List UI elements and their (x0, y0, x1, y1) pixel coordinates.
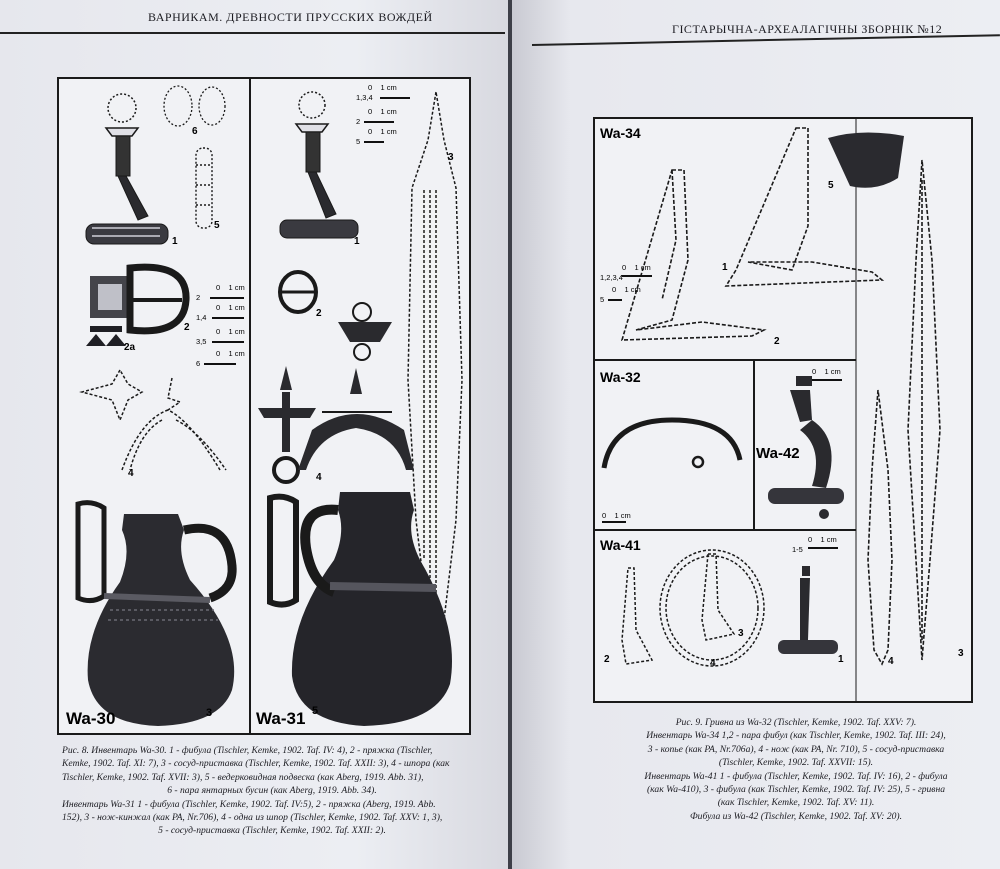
item-number: 2 (774, 336, 780, 347)
item-number: 1 (838, 654, 844, 665)
svg-text:5: 5 (600, 295, 605, 304)
svg-text:0 1 cm: 0 1 cm (368, 107, 397, 116)
caption-line: Tischler, Kemke, 1902. Taf. XVII: 3), 5 - ведерковидная подвеска (как Aberg, 1919. Abb. 31), (62, 771, 424, 783)
caption-line: Инвентарь Wa-34 1,2 - пара фибул (как Tischler, Kemke, 1902. Taf. III: 24), (646, 730, 946, 742)
svg-text:2: 2 (356, 117, 361, 126)
caption-line: Фибула из Wa-42 (Tischler, Kemke, 1902. Taf. XV: 20). (689, 810, 903, 822)
caption-line: (Tischler, Kemke, 1902. Taf. XXVII: 15). (718, 757, 874, 769)
panel-label-wa30: Wa-30 (66, 709, 116, 728)
caption-line: 5 - сосуд-приставка (Tischler, Kemke, 1902. Taf. XXII: 2). (158, 825, 386, 837)
svg-text:0 1 cm: 0 1 cm (602, 511, 631, 520)
caption-line: (как Tischler, Kemke, 1902. Taf. XV: 11). (717, 797, 875, 809)
caption-line: Рис. 8. Инвентарь Wa-30. 1 - фибула (Tischler, Kemke, 1902. Taf. IV: 4), 2 - пряжка (Tischler, (62, 745, 433, 756)
svg-text:0 1 cm: 0 1 cm (812, 367, 841, 376)
caption-line: Инвентарь Wa-31 1 - фибула (Tischler, Kemke, 1902. Taf. IV:5), 2 - пряжка (Aberg, 1919. Abb. (62, 798, 436, 810)
svg-text:0 1 cm: 0 1 cm (216, 283, 245, 292)
item-number: 4 (710, 658, 716, 669)
figure-8-caption (62, 744, 482, 838)
item-number: 2 (604, 654, 610, 665)
item-number: 3 (958, 648, 964, 659)
item-number: 4 (888, 656, 894, 667)
right-page (512, 0, 1000, 869)
svg-text:1,2,3,4: 1,2,3,4 (600, 273, 623, 282)
svg-text:2: 2 (196, 293, 201, 302)
svg-text:1,4: 1,4 (196, 313, 207, 322)
panel-label-wa31: Wa-31 (256, 709, 306, 728)
item-number: 4 (128, 468, 134, 479)
svg-text:5: 5 (356, 137, 361, 146)
item-number: 3 (738, 628, 744, 639)
item-number: 3 (206, 707, 213, 719)
caption-line: 152), 3 - нож-кинжал (как PA, Nr.706), 4 - одна из шпор (Tischler, Kemke, 1902. Taf. XXV: 1, 3), (62, 812, 443, 824)
panel-label-wa42: Wa-42 (756, 445, 800, 462)
panel-label-wa41: Wa-41 (600, 537, 641, 553)
panel-label-wa34: Wa-34 (600, 125, 641, 141)
item-number: 5 (828, 180, 834, 191)
svg-text:0 1 cm: 0 1 cm (612, 285, 641, 294)
figure-8-plate (0, 0, 508, 740)
item-number: 1 (722, 262, 728, 273)
item-number: 5 (312, 705, 319, 717)
svg-text:1,3,4: 1,3,4 (356, 93, 373, 102)
item-number: 5 (214, 220, 220, 231)
caption-line: 6 - пара янтарных бусин (как Aberg, 1919. Abb. 34). (167, 785, 377, 797)
item-number: 1 (172, 236, 178, 247)
right-running-header: ГІСТАРЫЧНА-АРХЕАЛАГІЧНЫ ЗБОРНІК №12 (672, 22, 943, 36)
figure-9-caption (616, 716, 976, 823)
left-running-header: ВАРНИКАМ. ДРЕВНОСТИ ПРУССКИХ ВОЖДЕЙ (148, 10, 433, 24)
item-number: 2a (124, 342, 136, 353)
item-number: 4 (316, 472, 322, 483)
caption-line: 3 - копье (как PA, Nr.706a), 4 - нож (как PA, Nr. 710), 5 - сосуд-приставка (647, 743, 945, 755)
item-number: 2 (316, 308, 322, 319)
item-number: 3 (448, 152, 454, 163)
svg-text:1-5: 1-5 (792, 545, 803, 554)
svg-text:6: 6 (196, 359, 201, 368)
svg-text:3,5: 3,5 (196, 337, 207, 346)
item-number: 6 (192, 126, 198, 137)
panel-label-wa32: Wa-32 (600, 369, 641, 385)
svg-text:0 1 cm: 0 1 cm (368, 83, 397, 92)
svg-text:0 1 cm: 0 1 cm (216, 327, 245, 336)
figure-9-plate (512, 0, 1000, 720)
svg-text:0 1 cm: 0 1 cm (808, 535, 837, 544)
caption-line: Инвентарь Wa-41 1 - фибула (Tischler, Kemke, 1902. Taf. IV: 16), 2 - фибула (644, 770, 948, 782)
svg-text:0 1 cm: 0 1 cm (368, 127, 397, 136)
caption-line: Kemke, 1902. Taf. XI: 7), 3 - сосуд-приставка (Tischler, Kemke, 1902. Taf. XXII: 3), 4 - шпора (как (62, 758, 450, 770)
item-number: 2 (184, 322, 190, 333)
svg-text:0 1 cm: 0 1 cm (622, 263, 651, 272)
caption-line: Рис. 9. Гривна из Wa-32 (Tischler, Kemke, 1902. Taf. XXV: 7). (675, 717, 917, 728)
svg-text:0 1 cm: 0 1 cm (216, 349, 245, 358)
item-number: 1 (354, 236, 360, 247)
caption-line: (как Wa-410), 3 - фибула (как Tischler, Kemke, 1902. Taf. IV: 25), 5 - гривна (646, 784, 946, 796)
svg-text:0 1 cm: 0 1 cm (216, 303, 245, 312)
plate-frame (594, 118, 972, 702)
